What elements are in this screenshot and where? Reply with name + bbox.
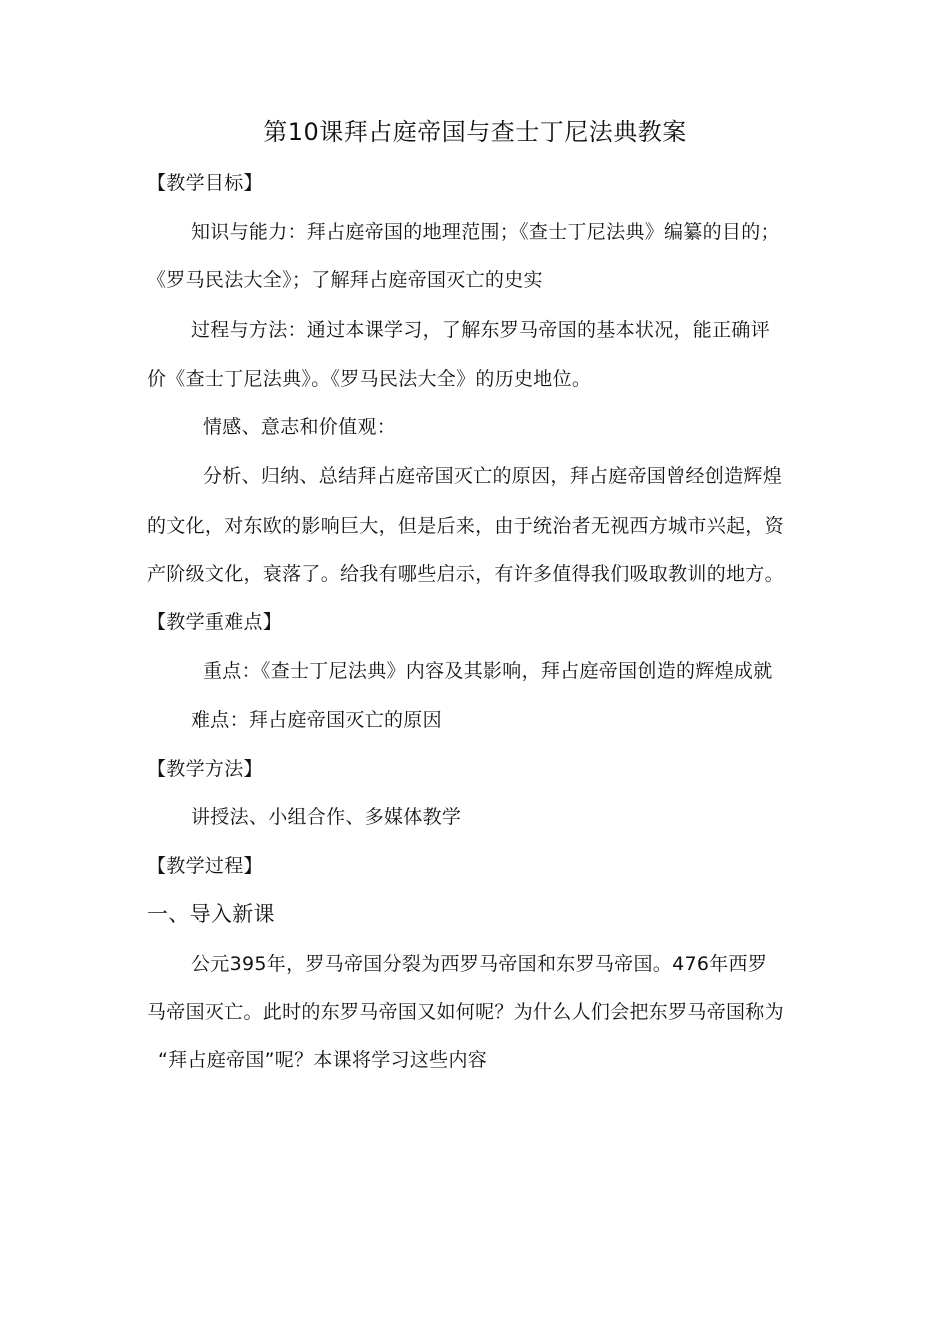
process-heading: 【教学过程】 <box>147 855 263 877</box>
focus-point: 重点：《查士丁尼法典》内容及其影响，拜占庭帝国创造的辉煌成就 <box>203 660 773 682</box>
emotion-values-line-3: 产阶级文化，衰落了。给我有哪些启示，有许多值得我们吸取教训的地方。 <box>147 563 784 585</box>
intro-line-1: 公元395年，罗马帝国分裂为西罗马帝国和东罗马帝国。476年西罗 <box>191 953 768 975</box>
intro-line-3: “拜占庭帝国”呢？本课将学习这些内容 <box>158 1049 488 1071</box>
emotion-values-label: 情感、意志和价值观： <box>203 416 397 438</box>
methods-heading: 【教学方法】 <box>147 758 263 780</box>
emotion-values-line-2: 的文化，对东欧的影响巨大，但是后来，由于统治者无视西方城市兴起，资 <box>147 515 784 537</box>
difficulty-point: 难点：拜占庭帝国灭亡的原因 <box>191 709 442 731</box>
document-title: 第10课拜占庭帝国与查士丁尼法典教案 <box>263 118 687 146</box>
methods-text: 讲授法、小组合作、多媒体教学 <box>191 806 462 828</box>
key-points-heading: 【教学重难点】 <box>147 611 283 633</box>
emotion-values-line-1: 分析、归纳、总结拜占庭帝国灭亡的原因，拜占庭帝国曾经创造辉煌 <box>203 465 783 487</box>
process-method-line-2: 价《查士丁尼法典》。《罗马民法大全》的历史地位。 <box>147 368 592 390</box>
process-method-line-1: 过程与方法：通过本课学习，了解东罗马帝国的基本状况，能正确评 <box>191 319 771 341</box>
knowledge-ability-line-1: 知识与能力：拜占庭帝国的地理范围；《查士丁尼法典》编纂的目的； <box>191 221 780 243</box>
part1-title: 一、导入新课 <box>147 902 275 926</box>
objectives-heading: 【教学目标】 <box>147 172 263 194</box>
knowledge-ability-line-2: 《罗马民法大全》；了解拜占庭帝国灭亡的史实 <box>147 269 543 291</box>
intro-line-2: 马帝国灭亡。此时的东罗马帝国又如何呢？为什么人们会把东罗马帝国称为 <box>147 1001 784 1023</box>
